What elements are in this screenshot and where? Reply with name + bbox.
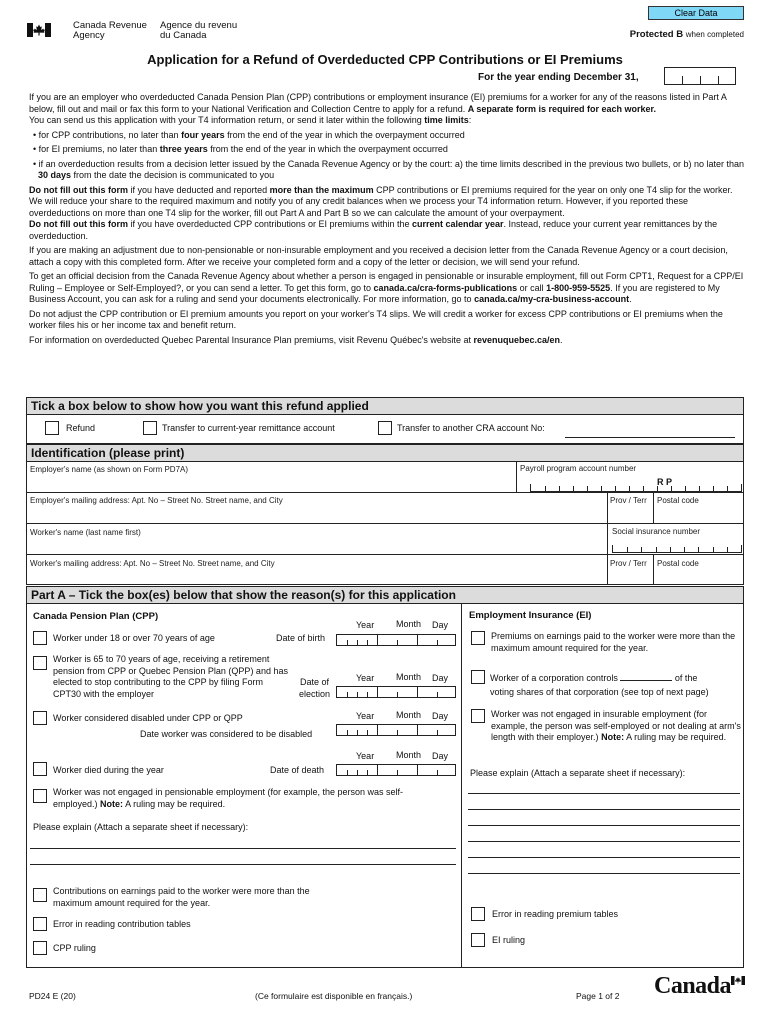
sin-field[interactable] — [612, 545, 742, 553]
transfer-other-account-label: Transfer to another CRA account No: — [397, 423, 545, 433]
day-header-1: Day — [432, 620, 449, 630]
cpp-65-70-checkbox[interactable] — [33, 656, 47, 670]
ei-explain-line-4[interactable] — [468, 841, 740, 842]
year-ending-label: For the year ending December 31, — [478, 72, 639, 83]
agency-name-en — [73, 21, 147, 41]
cpp-title: Canada Pension Plan (CPP) — [33, 611, 159, 622]
worker-address-label: Worker's mailing address: Apt. No – Street No. Street name, and City — [30, 559, 275, 568]
ei-corporation-label: Worker of a corporation controls of the voting shares of that corporation (see top of next page) — [490, 673, 709, 697]
wordmark-flag-icon — [731, 972, 745, 981]
postal-label: Postal code — [657, 496, 699, 505]
cpp-disabled-label: Worker considered disabled under CPP or QPP — [53, 713, 243, 723]
agency-name-fr — [160, 21, 237, 41]
ei-ruling-label: EI ruling — [492, 935, 526, 945]
date-disabled-label: Date worker was considered to be disabled — [140, 729, 313, 739]
intro-text — [29, 92, 745, 346]
when-completed-text: when completed — [685, 30, 744, 39]
cpp-ruling-checkbox[interactable] — [33, 941, 47, 955]
ei-error-tables-checkbox[interactable] — [471, 907, 485, 921]
ei-corporation-checkbox[interactable] — [471, 670, 485, 684]
ei-title: Employment Insurance (EI) — [469, 610, 592, 621]
cpp-died-label: Worker died during the year — [53, 765, 164, 775]
intro-p1: If you are an employer who overdeducted Canada Pension Plan (CPP) contributions or employment insurance (EI) premiums for a worker for any of the reasons listed in Part A below, fill out and mail or fax this form to your National Verification and Collection Centre to apply for a refund. A separate form is required for each worker. — [29, 92, 727, 114]
cpp-explain-line-1[interactable] — [30, 848, 456, 849]
ei-explain-label: Please explain (Attach a separate sheet if necessary): — [470, 768, 686, 778]
agency-fr-line2: du Canada — [160, 30, 207, 41]
date-of-birth-label: Date of birth — [276, 633, 326, 643]
cpp-under18-label: Worker under 18 or over 70 years of age — [53, 633, 215, 643]
cpp-error-tables-label: Error in reading contribution tables — [53, 919, 191, 929]
day-header-3: Day — [432, 711, 449, 721]
prov-label-2: Prov / Terr — [610, 559, 647, 568]
date-of-election-label: Date of election — [299, 677, 331, 699]
ei-error-tables-label: Error in reading premium tables — [492, 909, 619, 919]
cpp-error-tables-checkbox[interactable] — [33, 917, 47, 931]
protected-b-label — [630, 29, 744, 40]
intro-bullet-1: • for CPP contributions, no later than four years from the end of the year in which the overpayment occurred — [33, 129, 465, 140]
ei-explain-line-5[interactable] — [468, 857, 740, 858]
year-input[interactable] — [664, 67, 736, 85]
date-disabled-field[interactable] — [336, 724, 456, 736]
sin-label: Social insurance number — [612, 527, 701, 536]
intro-p8: For information on overdeducted Quebec Parental Insurance Plan premiums, visit Revenu Québec's website at revenuquebec.ca/en. — [29, 334, 563, 345]
canada-flag-icon — [27, 23, 51, 37]
ei-explain-line-2[interactable] — [468, 809, 740, 810]
agency-en-line1: Canada Revenue — [73, 20, 147, 31]
cpp-under18-over70-checkbox[interactable] — [33, 631, 47, 645]
date-of-birth-field[interactable] — [336, 634, 456, 646]
rp-label: R P — [657, 477, 673, 487]
payroll-number-field[interactable] — [530, 484, 742, 492]
year-header-1: Year — [356, 620, 375, 630]
cpp-disabled-checkbox[interactable] — [33, 711, 47, 725]
month-header-2: Month — [396, 672, 422, 682]
ei-explain-line-3[interactable] — [468, 825, 740, 826]
month-header-4: Month — [396, 750, 422, 760]
ei-explain-line-6[interactable] — [468, 873, 740, 874]
month-header-1: Month — [396, 619, 422, 629]
ei-not-insurable-label: Worker was not engaged in insurable employment (for example, the person was self-employed or not dealing at arm's length with their employer.) Note: A ruling may be required. — [491, 709, 741, 742]
refund-checkbox[interactable] — [45, 421, 59, 435]
transfer-current-year-label: Transfer to current-year remittance account — [162, 423, 335, 433]
cpp-explain-line-2[interactable] — [30, 864, 456, 865]
employer-address-label: Employer's mailing address: Apt. No – Street No. Street name, and City — [30, 496, 283, 505]
date-of-election-field[interactable] — [336, 686, 456, 698]
ei-ruling-checkbox[interactable] — [471, 933, 485, 947]
protected-b-text: Protected B — [629, 29, 684, 40]
day-header-2: Day — [432, 673, 449, 683]
cpp-65-70-label: Worker is 65 to 70 years of age, receiving a retirement pension from CPP or Quebec Pension Plan (QPP) and has elected to stop contributing to the CPP by filing Form CPT30 with the employer — [53, 654, 288, 699]
date-of-death-label: Date of death — [270, 765, 325, 775]
payroll-label: Payroll program account number — [520, 464, 637, 473]
ei-not-insurable-checkbox[interactable] — [471, 709, 485, 723]
cpp-not-pensionable-checkbox[interactable] — [33, 789, 47, 803]
intro-p5: If you are making an adjustment due to non-pensionable or non-insurable employment and you received a decision letter from the Canada Revenue Agency or a court decision, attach a copy with this completed form. After we receive your completed form and a copy of the letter or decision, we will send your refund. — [29, 245, 728, 267]
postal-label-2: Postal code — [657, 559, 699, 568]
refund-section-heading: Tick a box below to show how you want this refund applied — [26, 397, 744, 415]
intro-p6: To get an official decision from the Canada Revenue Agency about whether a person is engaged in pensionable or insurable employment, fill out Form CPT1, Request for a CPP/EI Ruling – Employee or Self-Employed?, or you can send a letter. To get this form, go to canada.ca/cra-forms-publications or call 1-800-959-5525. If you are registered to My Business Account, you can ask for a ruling and send your documents electronically. For more information, go to canada.ca/my-cra-business-account. — [29, 271, 744, 304]
refund-label: Refund — [66, 423, 96, 433]
page-title: Application for a Refund of Overdeducted CPP Contributions or EI Premiums — [147, 52, 623, 67]
form-id: PD24 E (20) — [29, 991, 76, 1001]
month-header-3: Month — [396, 710, 422, 720]
cpp-explain-label: Please explain (Attach a separate sheet if necessary): — [33, 822, 249, 832]
clear-data-button[interactable]: Clear Data — [648, 6, 744, 20]
worker-name-label: Worker's name (last name first) — [30, 528, 141, 537]
cra-account-number-field[interactable] — [565, 437, 735, 438]
agency-en-line2: Agency — [73, 30, 105, 41]
cpp-not-pensionable-label: Worker was not engaged in pensionable employment (for example, the person was self-employed.) Note: A ruling may be required. — [53, 787, 404, 809]
year-header-4: Year — [356, 751, 375, 761]
part-a-heading: Part A – Tick the box(es) below that show the reason(s) for this application — [26, 586, 744, 604]
transfer-current-year-checkbox[interactable] — [143, 421, 157, 435]
date-of-death-field[interactable] — [336, 764, 456, 776]
intro-bullet-3: • if an overdeduction results from a decision letter issued by the Canada Revenue Agency or by the court: a) the time limits described in the previous two bullets, or b) no later than 30 days from the date the decision is communicated to you — [33, 158, 745, 180]
year-header-3: Year — [356, 711, 375, 721]
intro-p3: Do not fill out this form if you have deducted and reported more than the maximum CPP contributions or EI premiums required for the year on only one T4 slip for the worker. We will reduce your share to the required maximum and notify you of any credit balances when we process your T4 information return. However, if you reported these overdeductions on more than one T4 slip for the worker, fill out Part A and Part B so we can calculate the amount of your overpayment. — [29, 184, 733, 218]
page-number: Page 1 of 2 — [576, 991, 620, 1001]
transfer-other-account-checkbox[interactable] — [378, 421, 392, 435]
ei-over-max-checkbox[interactable] — [471, 631, 485, 645]
day-header-4: Day — [432, 751, 449, 761]
cpp-died-checkbox[interactable] — [33, 762, 47, 776]
intro-p2: You can send us this application with your T4 information return, or send it later within the following time limits: — [29, 115, 472, 125]
identification-heading: Identification (please print) — [26, 444, 744, 462]
employer-name-label: Employer's name (as shown on Form PD7A) — [30, 465, 189, 474]
ei-explain-line-1[interactable] — [468, 793, 740, 794]
year-header-2: Year — [356, 673, 375, 683]
intro-bullet-2: • for EI premiums, no later than three years from the end of the year in which the overpayment occurred — [33, 144, 448, 154]
prov-label: Prov / Terr — [610, 496, 647, 505]
french-availability: (Ce formulaire est disponible en français.) — [255, 991, 413, 1001]
ei-over-max-label: Premiums on earnings paid to the worker were more than the maximum amount required for the year. — [491, 631, 736, 653]
canada-wordmark: Canada — [654, 973, 732, 999]
cpp-ruling-label: CPP ruling — [53, 943, 96, 953]
agency-fr-line1: Agence du revenu — [160, 20, 238, 31]
intro-p4: Do not fill out this form if you have overdeducted CPP contributions or EI premiums within the current calendar year. Instead, reduce your current year remittances by the overdeduction. — [29, 219, 718, 241]
cpp-over-max-checkbox[interactable] — [33, 888, 47, 902]
cpp-over-max-label: Contributions on earnings paid to the worker were more than the maximum amount required for the year. — [53, 886, 310, 908]
intro-p7: Do not adjust the CPP contribution or EI premium amounts you report on your worker's T4 slips. We will credit a worker for excess CPP contributions or EI premiums when the worker files his or her income tax and benefit return. — [29, 308, 723, 330]
